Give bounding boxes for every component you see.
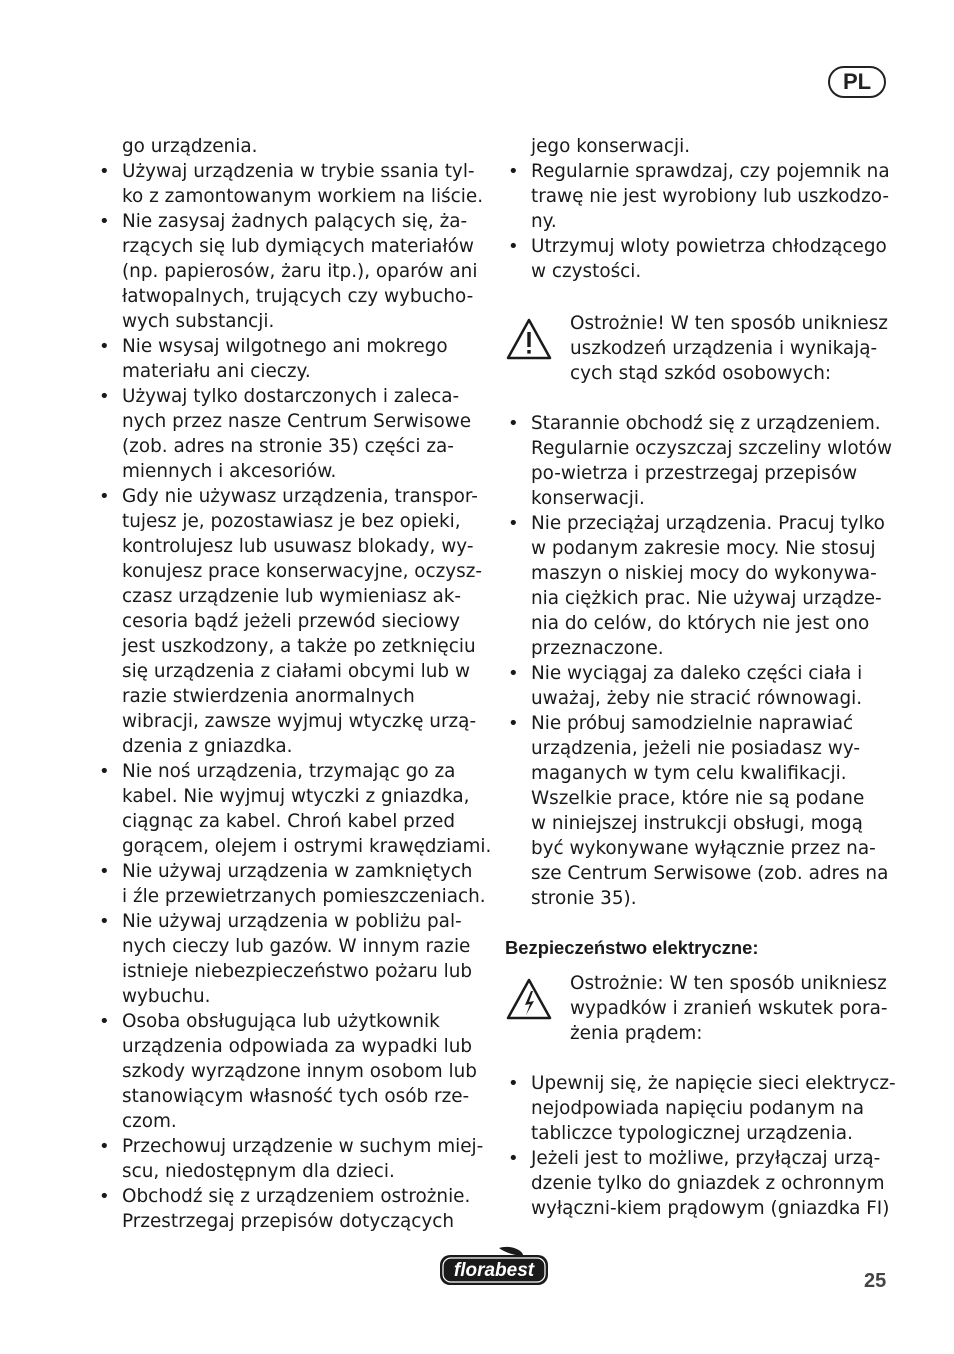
line-text: przeznaczone. [531, 638, 664, 659]
text-line [505, 586, 891, 611]
text-line [96, 734, 482, 759]
line-text: stronie 35). [531, 888, 637, 909]
caution-line: uszkodzeń urządzenia i wynikają- [570, 338, 878, 359]
bullet-icon: • [99, 1186, 110, 1207]
line-text: Obchodź się z urządzeniem ostrożnie. [122, 1186, 471, 1207]
text-line [96, 959, 482, 984]
line-text: dzenia z gniazdka. [122, 736, 293, 757]
line-text: nych przez nasze Centrum Serwisowe [122, 411, 472, 432]
line-text: nych cieczy lub gazów. W innym razie [122, 936, 471, 957]
line-text: Nie próbuj samodzielnie naprawiać [531, 713, 854, 734]
text-line [96, 1034, 482, 1059]
caution-notice [505, 311, 891, 386]
bullet-item-line [505, 661, 891, 686]
line-text: scu, niedostępnym dla dzieci. [122, 1161, 395, 1182]
bullet-item-line [96, 159, 482, 184]
text-line [96, 1084, 482, 1109]
bullet-item-line [96, 1134, 482, 1159]
line-text: w czystości. [531, 261, 642, 282]
text-line [96, 609, 482, 634]
line-text: Przestrzegaj przepisów dotyczących [122, 1211, 455, 1232]
line-text: w podanym zakresie mocy. Nie stosuj [531, 538, 876, 559]
line-text: nejodpowiada napięciu podanym na [531, 1098, 864, 1119]
line-text: w niniejszej instrukcji obsługi, mogą [531, 813, 863, 834]
bullet-item-line [505, 159, 891, 184]
line-text: wych substancji. [122, 311, 275, 332]
text-line [96, 434, 482, 459]
bullet-item-line [505, 1146, 891, 1171]
text-line [96, 834, 492, 859]
line-text: uważaj, żeby nie stracić równowagi. [531, 688, 863, 709]
line-text: go urządzenia. [122, 136, 258, 157]
line-text: ko z zamontowanym workiem na liście. [122, 186, 484, 207]
bullet-icon: • [508, 1148, 519, 1169]
bullet-item-line [96, 759, 482, 784]
line-text: wibracji, zawsze wyjmuj wtyczkę urzą- [122, 711, 477, 732]
right-final-list [505, 1071, 896, 1221]
text-line [96, 409, 482, 434]
electric-shock-notice [505, 971, 891, 1046]
text-line [505, 836, 891, 861]
line-text: wybuchu. [122, 986, 211, 1007]
bullet-icon: • [508, 513, 519, 534]
line-text: maszyn o niskiej mocy do wykonywa- [531, 563, 877, 584]
text-line [505, 611, 891, 636]
line-text: Jeżeli jest to możliwe, przyłączaj urzą- [531, 1148, 881, 1169]
line-text: tabliczce typologicznej urządzenia. [531, 1123, 853, 1144]
line-text: Wszelkie prace, które nie są podane [531, 788, 865, 809]
text-line [505, 134, 891, 159]
line-text: Nie używaj urządzenia w pobliżu pal- [122, 911, 462, 932]
text-line [505, 1121, 891, 1146]
line-text: Utrzymuj wloty powietrza chłodzącego [531, 236, 887, 257]
line-text: razie stwierdzenia anormalnych [122, 686, 415, 707]
bullet-item-line [505, 1071, 896, 1096]
text-line [505, 736, 891, 761]
bullet-icon: • [99, 761, 110, 782]
line-text: stanowiącym własność tych osób rze- [122, 1086, 470, 1107]
line-text: Nie używaj urządzenia w zamkniętych [122, 861, 473, 882]
line-text: być wykonywane wyłącznie przez na- [531, 838, 876, 859]
right-intro-list [505, 134, 891, 284]
text-line [96, 184, 482, 209]
line-text: (zob. adres na stronie 35) części za- [122, 436, 454, 457]
right-middle-list [505, 411, 891, 911]
text-line [505, 686, 891, 711]
line-text: wyłączni-kiem prądowym (gniazdka FI) [531, 1198, 890, 1219]
bullet-icon: • [99, 1136, 110, 1157]
bullet-icon: • [99, 161, 110, 182]
bullet-item-line [96, 1009, 482, 1034]
bullet-item-line [96, 209, 482, 234]
line-text: ny. [531, 211, 557, 232]
bullet-item-line [505, 234, 891, 259]
bullet-icon: • [99, 336, 110, 357]
line-text: Regularnie oczyszczaj szczeliny wlotów [531, 438, 893, 459]
line-text: czasz urządzenie lub wymieniasz ak- [122, 586, 462, 607]
bullet-item-line [505, 511, 891, 536]
text-line [505, 1196, 891, 1221]
line-text: szkody wyrządzone innym osobom lub [122, 1061, 477, 1082]
line-text: jego konserwacji. [531, 136, 691, 157]
bullet-icon: • [99, 386, 110, 407]
text-line [96, 309, 482, 334]
line-text: nia do celów, do których nie jest ono [531, 613, 870, 634]
line-text: Osoba obsługująca lub użytkownik [122, 1011, 440, 1032]
line-text: nia ciężkich prac. Nie używaj urządze- [531, 588, 882, 609]
bullet-icon: • [99, 1011, 110, 1032]
text-line [505, 786, 891, 811]
text-line [96, 559, 482, 584]
text-line [96, 1059, 482, 1084]
electric-shock-warning-icon [505, 977, 553, 1021]
bullet-icon: • [508, 161, 519, 182]
line-text: materiału ani cieczy. [122, 361, 311, 382]
line-text: czom. [122, 1111, 177, 1132]
page-number: 25 [864, 1270, 887, 1292]
bullet-icon: • [508, 413, 519, 434]
bullet-item-line [96, 384, 482, 409]
text-line [96, 284, 482, 309]
text-line [96, 984, 482, 1009]
electric-notice-line: Ostrożnie: W ten sposób unikniesz [570, 973, 887, 994]
line-text: konserwacji. [531, 488, 645, 509]
text-line [96, 1159, 482, 1184]
line-text: miennych i akcesoriów. [122, 461, 337, 482]
text-line [505, 811, 891, 836]
bullet-item-line [96, 334, 482, 359]
text-line [96, 584, 482, 609]
bullet-icon: • [99, 911, 110, 932]
bullet-item-line [96, 859, 482, 884]
text-line [96, 684, 482, 709]
text-line [505, 486, 891, 511]
line-text: gorącem, olejem i ostrymi krawędziami. [122, 836, 492, 857]
line-text: (np. papierosów, żaru itp.), oparów ani [122, 261, 478, 282]
line-text: sze Centrum Serwisowe (zob. adres na [531, 863, 889, 884]
bullet-item-line [96, 909, 482, 934]
language-badge: PL [828, 66, 886, 98]
text-line [505, 259, 891, 284]
bullet-icon: • [99, 486, 110, 507]
line-text: Nie noś urządzenia, trzymając go za [122, 761, 456, 782]
line-text: urządzenia, jeżeli nie posiadasz wy- [531, 738, 861, 759]
text-line [96, 509, 482, 534]
text-line [96, 134, 482, 159]
text-line [505, 209, 891, 234]
text-line [96, 234, 482, 259]
line-text: Starannie obchodź się z urządzeniem. [531, 413, 881, 434]
text-line [96, 784, 482, 809]
bullet-icon: • [508, 663, 519, 684]
text-line [96, 1209, 482, 1234]
florabest-logo [437, 1245, 551, 1289]
line-text: ciągnąc za kabel. Chroń kabel przed [122, 811, 456, 832]
text-line [96, 1109, 482, 1134]
line-text: i źle przewietrzanych pomieszczeniach. [122, 886, 486, 907]
text-line [505, 184, 891, 209]
line-text: Nie wyciągaj za daleko części ciała i [531, 663, 863, 684]
text-line [505, 761, 891, 786]
text-line [505, 636, 891, 661]
right-column [505, 134, 896, 1221]
line-text: dzenie tylko do gniazdek z ochronnym [531, 1173, 885, 1194]
bullet-item-line [96, 1184, 482, 1209]
line-text: konujesz prace konserwacyjne, oczysz- [122, 561, 483, 582]
text-line [505, 886, 891, 911]
line-text: Gdy nie używasz urządzenia, transpor- [122, 486, 478, 507]
text-line [96, 884, 486, 909]
text-line [96, 359, 482, 384]
line-text: rzących się lub dymiących materiałów [122, 236, 474, 257]
text-line [505, 861, 891, 886]
left-column [96, 134, 492, 1234]
bullet-icon: • [99, 861, 110, 882]
line-text: trawę nie jest wyrobiony lub uszkodzo- [531, 186, 889, 207]
line-text: Nie zasysaj żadnych palących się, ża- [122, 211, 468, 232]
text-line [505, 1171, 891, 1196]
text-line [96, 634, 482, 659]
text-line [96, 934, 482, 959]
text-line [505, 436, 891, 461]
text-line [96, 259, 482, 284]
bullet-item-line [96, 484, 482, 509]
line-text: Nie przeciążaj urządzenia. Pracuj tylko [531, 513, 885, 534]
line-text: Przechowuj urządzenie w suchym miej- [122, 1136, 484, 1157]
text-line [505, 461, 891, 486]
line-text: Nie wsysaj wilgotnego ani mokrego [122, 336, 448, 357]
text-line [96, 459, 482, 484]
line-text: Regularnie sprawdzaj, czy pojemnik na [531, 161, 890, 182]
line-text: po-wietrza i przestrzegaj przepisów [531, 463, 858, 484]
electric-notice-line: wypadków i zranień wskutek pora- [570, 998, 888, 1019]
exclamation-warning-icon [505, 317, 553, 361]
text-line [505, 1096, 891, 1121]
bullet-icon: • [508, 1073, 519, 1094]
caution-line: cych stąd szkód osobowych: [570, 363, 832, 384]
line-text: się urządzenia z ciałami obcymi lub w [122, 661, 470, 682]
line-text: kontrolujesz lub usuwasz blokady, wy- [122, 536, 474, 557]
line-text: Używaj tylko dostarczonych i zaleca- [122, 386, 460, 407]
text-line [505, 536, 891, 561]
text-line [505, 561, 891, 586]
line-text: jest uszkodzony, a także po zetknięciu [122, 636, 476, 657]
line-text: cesoria bądź jeżeli przewód sieciowy [122, 611, 461, 632]
text-line [96, 809, 482, 834]
bullet-icon: • [99, 211, 110, 232]
brand-logo-text: florabest [453, 1260, 535, 1281]
line-text: kabel. Nie wyjmuj wtyczki z gniazdka, [122, 786, 470, 807]
line-text: tujesz je, pozostawiasz je bez opieki, [122, 511, 461, 532]
electric-notice-line: żenia prądem: [570, 1023, 703, 1044]
bullet-icon: • [508, 713, 519, 734]
text-line [96, 534, 482, 559]
line-text: Upewnij się, że napięcie sieci elektrycz- [531, 1073, 896, 1094]
line-text: urządzenia odpowiada za wypadki lub [122, 1036, 473, 1057]
bullet-icon: • [508, 236, 519, 257]
caution-line: Ostrożnie! W ten sposób unikniesz [570, 313, 888, 334]
bullet-item-line [505, 711, 891, 736]
bullet-item-line [505, 411, 891, 436]
electrical-safety-heading: Bezpieczeństwo elektryczne: [505, 937, 759, 958]
line-text: maganych w tym celu kwalifikacji. [531, 763, 847, 784]
text-line [96, 709, 482, 734]
line-text: istnieje niebezpieczeństwo pożaru lub [122, 961, 473, 982]
text-line [96, 659, 482, 684]
line-text: Używaj urządzenia w trybie ssania tyl- [122, 161, 475, 182]
line-text: łatwopalnych, trujących czy wybucho- [122, 286, 474, 307]
